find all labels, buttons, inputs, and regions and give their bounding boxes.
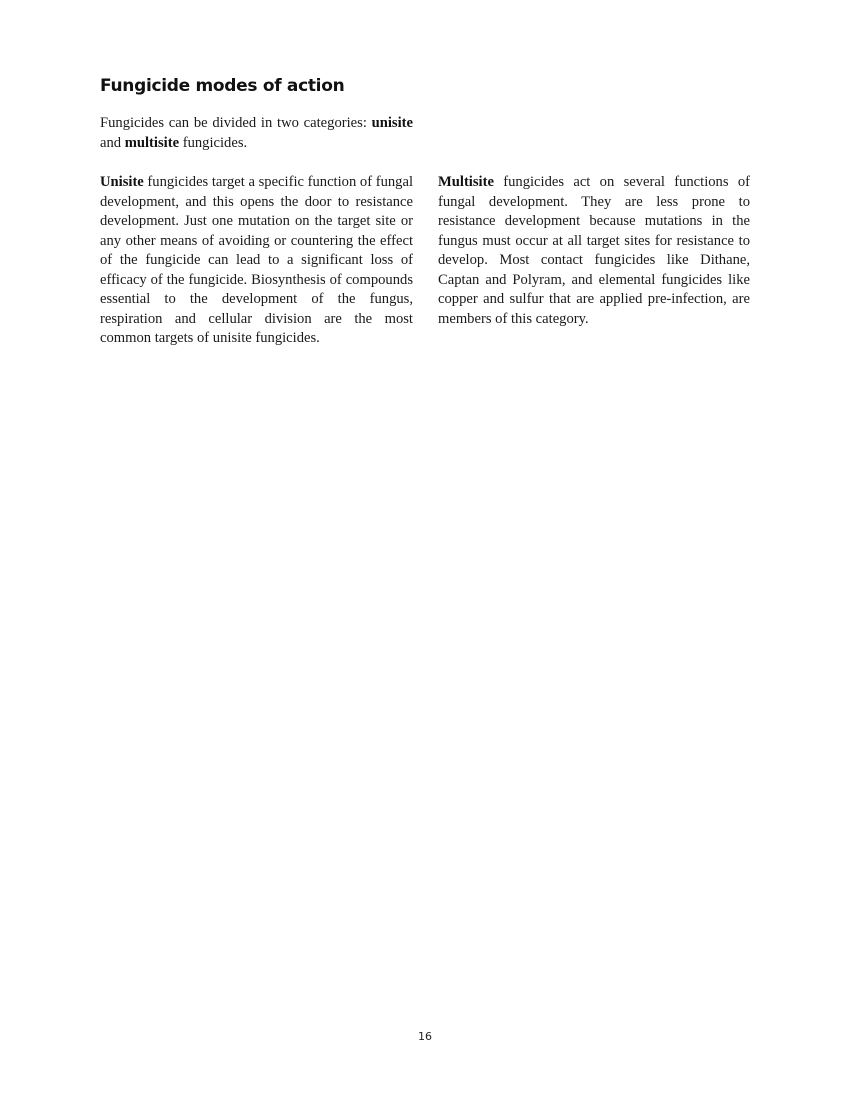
page-title: Fungicide modes of action: [100, 76, 345, 96]
page-number: 16: [418, 1030, 432, 1043]
term-multisite: multisite: [124, 134, 180, 151]
intro-text-and: and: [100, 134, 125, 151]
unisite-term: Unisite: [100, 174, 144, 190]
multisite-paragraph: [438, 173, 750, 329]
unisite-paragraph: [100, 173, 413, 349]
unisite-text: fungicides target a specific function of fungal development, and this opens the door to resistance development. Just one mutation on the target site or any other means of avoiding or countering the effect of the fungicide can lead to a significant loss of efficacy of the fungicide. Biosynthesis of compounds essential to the development of the fungus, respiration and cellular division are the most common targets of unisite fungicides.: [100, 174, 413, 346]
multisite-text: fungicides act on several functions of fungal development. They are less prone to resistance development because mutations in the fungus must occur at all target sites for resistance to develop. Most contact fungicides like Dithane, Captan and Polyram, and elemental fungicides like copper and sulfur that are applied pre-infection, are members of this category.: [438, 174, 750, 327]
intro-text-after: fungicides.: [179, 134, 248, 151]
intro-paragraph: [100, 114, 413, 153]
intro-text-before: Fungicides can be divided in two categories:: [100, 115, 372, 131]
multisite-term: Multisite: [438, 174, 494, 190]
term-unisite: unisite: [371, 115, 413, 131]
